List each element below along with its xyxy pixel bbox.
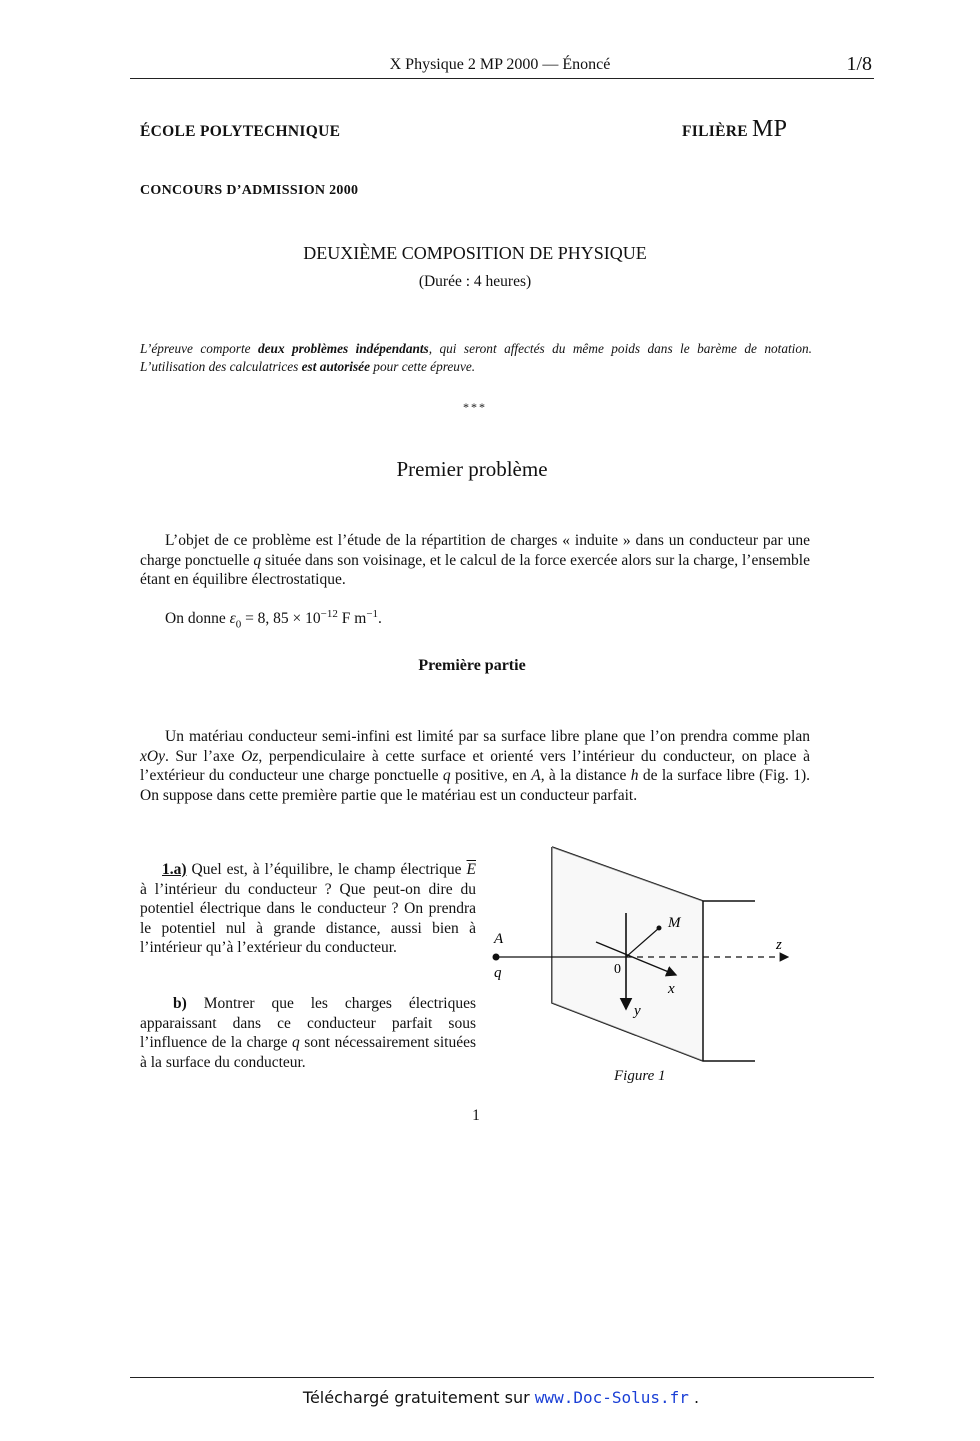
label-y: y [634,1003,641,1019]
intro-text: pour cette épreuve. [369,359,476,374]
label-x: x [668,981,675,997]
vector-E: $\overline{E}$ [466,861,476,878]
math-exponent: −12 [320,608,338,620]
paragraph-text: . Sur l’axe [164,747,242,765]
running-header-title: X Physique 2 MP 2000 — Énoncé [389,56,611,73]
footer-rule [130,1377,874,1378]
filiere-label: FILIÈRE [682,123,748,140]
given-text: . [378,610,382,628]
figure-caption: Figure 1 [614,1068,666,1084]
paragraph-text: positive, en [450,767,532,784]
question-label: 1.a) [162,861,187,878]
math-A: A [531,767,541,784]
given-text: On donne [165,610,230,628]
paragraph-text: , à la distance [540,767,631,784]
footer-text: . [688,1388,700,1407]
part-intro-paragraph [140,727,810,805]
header-rule [130,78,874,79]
math-q: q [253,551,262,569]
exam-instructions [140,340,812,376]
paragraph-text: de la surface libre (Fig. 1). On suppose dans cette première partie que le matériau est un conducteur parfait. [140,767,810,804]
question-1a [140,860,476,958]
running-header-page: 1/8 [846,53,872,75]
question-text: Montrer que les charges électriques apparaissant dans ce conducteur parfait sous l’influence de la charge [140,995,476,1051]
intro-text: , qui seront affectés du même poids dans le barème de notation. L’utilisation des calculatrices [140,341,813,374]
math-epsilon: ε [229,610,236,628]
given-value: = 8, 85 × 10 [241,610,321,628]
point-M [657,926,662,931]
math-xOy: xOy [140,747,165,765]
footer-text: Téléchargé gratuitement sur [302,1388,535,1407]
section-separator: *** [463,400,487,414]
question-text: sont nécessairement situées à la surface du conducteur. [140,1034,476,1071]
school-name: ÉCOLE POLYTECHNIQUE [140,123,341,140]
figure-1-diagram [488,843,808,1083]
footer-link[interactable]: www.Doc-Solus.fr [534,1388,689,1407]
filiere-value: MP [752,116,788,142]
footer [0,1388,980,1407]
label-O: 0 [614,962,621,977]
math-h: h [630,767,639,784]
label-M: M [668,915,681,931]
page-number: 1 [472,1107,480,1124]
paragraph-text: Un matériau conducteur semi-infini est limité par sa surface libre plane que l’on prendra comme plan [165,728,810,745]
conductor-surface-shade [552,847,703,1061]
filiere [682,116,787,143]
math-Oz: Oz [241,747,259,765]
paragraph-text: , perpendiculaire à cette surface et orienté vers l’intérieur du conducteur, on place à l’extérieur du conducteur une charge ponctuelle [140,747,810,784]
paragraph-text: L’objet de ce problème est l’étude de la répartition de charges « induite » dans un conducteur par une charge ponctuelle [140,532,810,569]
question-1b [140,994,476,1072]
math-q: q [292,1034,300,1051]
given-unit: F m [337,610,367,628]
unit-exponent: −1 [366,608,379,620]
intro-emphasis: est autorisée [301,359,370,374]
label-q: q [494,965,502,981]
given-constant [165,608,382,630]
question-text: à l’intérieur du conducteur ? Que peut-on dire du potentiel électrique dans le conducteur ? On prendra le potentiel nul à grande distance, aussi bien à l’intérieur qu’à l’extérieur du conducteur. [140,880,476,956]
intro-emphasis: deux problèmes indépendants [258,341,429,356]
part-title: Première partie [418,657,526,674]
composition-duration: (Durée : 4 heures) [418,273,532,290]
intro-text: L’épreuve comporte [140,341,258,356]
question-label: b) [173,995,187,1012]
composition-title: DEUXIÈME COMPOSITION DE PHYSIQUE [303,243,647,263]
math-q: q [442,767,451,784]
label-z: z [776,937,782,953]
problem-title: Premier problème [396,457,548,481]
question-text: Quel est, à l’équilibre, le champ électrique [186,861,467,878]
point-A-charge [493,954,500,961]
problem-intro-paragraph [140,531,810,590]
paragraph-text: située dans son voisinage, et le calcul de la force exercée alors sur la charge, l’ensemble étant en équilibre électrostatique. [140,551,810,588]
label-A: A [494,931,504,947]
math-subscript: 0 [235,618,242,631]
concours-title: CONCOURS D’ADMISSION 2000 [140,183,359,198]
